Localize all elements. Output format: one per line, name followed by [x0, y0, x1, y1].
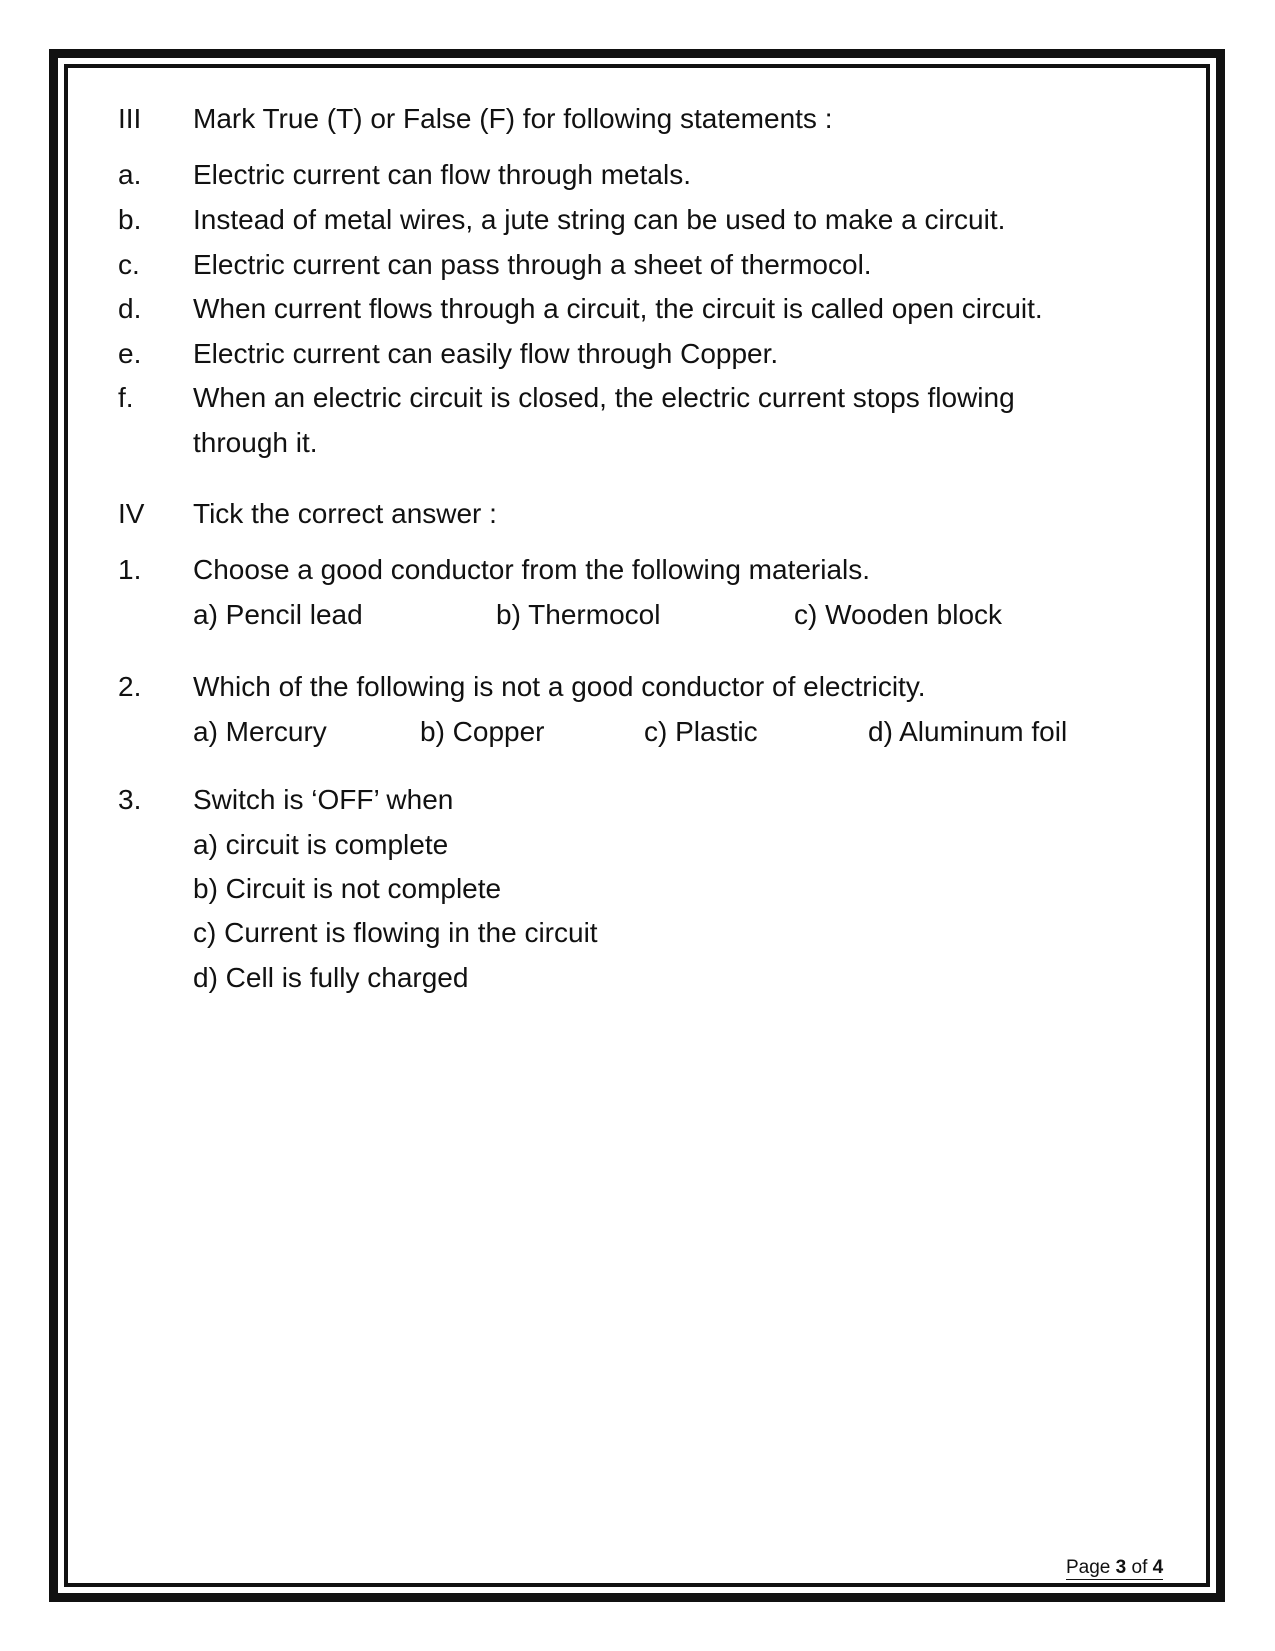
item-label: a.: [118, 159, 142, 190]
item-label: e.: [118, 338, 142, 369]
question-label: 3.: [118, 784, 142, 815]
item-text: Instead of metal wires, a jute string can be used to make a circuit.: [193, 204, 1006, 235]
section-title: Mark True (T) or False (F) for following statements :: [193, 103, 833, 134]
answer-option[interactable]: c) Plastic: [644, 716, 758, 747]
answer-option[interactable]: b) Copper: [420, 716, 545, 747]
item-text: When an electric circuit is closed, the electric current stops flowing: [193, 382, 1015, 413]
answer-option[interactable]: b) Circuit is not complete: [193, 873, 502, 904]
answer-option[interactable]: a) circuit is complete: [193, 829, 449, 860]
answer-option[interactable]: d) Cell is fully charged: [193, 962, 469, 993]
answer-option[interactable]: c) Current is flowing in the circuit: [193, 917, 598, 948]
item-label: d.: [118, 293, 142, 324]
question-text: Which of the following is not a good conductor of electricity.: [193, 671, 926, 702]
page-number: [1066, 1557, 1163, 1580]
item-label: f.: [118, 382, 134, 413]
item-text-continued: through it.: [193, 427, 318, 458]
current-page: 3: [1115, 1557, 1127, 1578]
question-label: 1.: [118, 554, 142, 585]
question-label: 2.: [118, 671, 142, 702]
answer-option[interactable]: b) Thermocol: [496, 599, 661, 630]
total-pages: 4: [1152, 1557, 1164, 1578]
question-text: Choose a good conductor from the following materials.: [193, 554, 871, 585]
section-title: Tick the correct answer :: [193, 498, 497, 529]
answer-option[interactable]: c) Wooden block: [794, 599, 1003, 630]
answer-option[interactable]: d) Aluminum foil: [868, 716, 1068, 747]
page-word: Page: [1066, 1557, 1111, 1578]
item-text: Electric current can pass through a sheet of thermocol.: [193, 249, 872, 280]
answer-option[interactable]: a) Mercury: [193, 716, 327, 747]
item-label: c.: [118, 249, 140, 280]
item-text: When current flows through a circuit, the circuit is called open circuit.: [193, 293, 1043, 324]
section-number: IV: [118, 498, 145, 529]
question-text: Switch is ‘OFF’ when: [193, 784, 454, 815]
item-label: b.: [118, 204, 142, 235]
section-number: III: [118, 103, 142, 134]
item-text: Electric current can easily flow through Copper.: [193, 338, 779, 369]
answer-option[interactable]: a) Pencil lead: [193, 599, 363, 630]
of-word: of: [1131, 1557, 1148, 1578]
item-text: Electric current can flow through metals.: [193, 159, 691, 190]
